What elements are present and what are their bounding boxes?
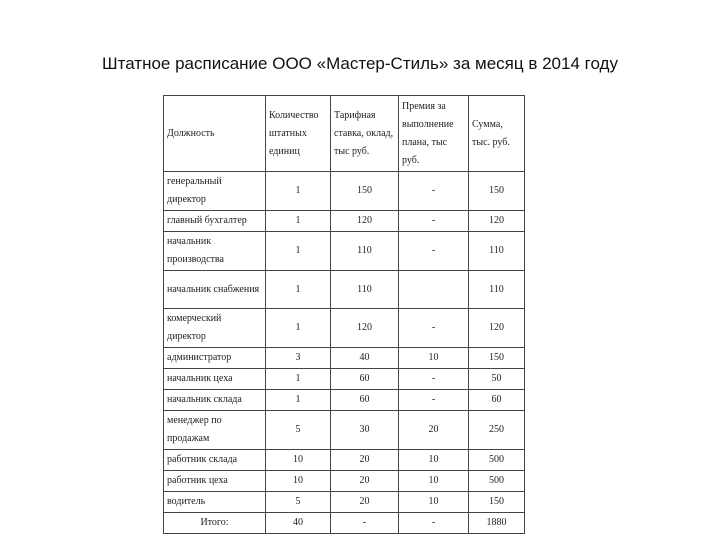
cell-position: работник склада [164, 450, 266, 471]
cell-position: начальник цеха [164, 369, 266, 390]
cell-headcount: 10 [266, 471, 331, 492]
cell-sum: 50 [469, 369, 525, 390]
cell-sum: 150 [469, 492, 525, 513]
table-row [164, 390, 525, 411]
cell-position: менеджер по продажам [164, 411, 266, 450]
cell-bonus: 10 [399, 348, 469, 369]
cell-sum: 150 [469, 172, 525, 211]
table-row [164, 211, 525, 232]
cell-position: начальник производства [164, 232, 266, 271]
cell-sum: 150 [469, 348, 525, 369]
cell-bonus: - [399, 309, 469, 348]
cell-headcount: 5 [266, 411, 331, 450]
cell-bonus: 10 [399, 450, 469, 471]
header-row [164, 96, 525, 172]
cell-bonus: - [399, 369, 469, 390]
table-row [164, 309, 525, 348]
table-row [164, 348, 525, 369]
cell-bonus: - [399, 211, 469, 232]
total-sum: 1880 [469, 513, 525, 534]
header-headcount: Количество штатных единиц [266, 96, 331, 172]
cell-bonus: - [399, 232, 469, 271]
cell-sum: 60 [469, 390, 525, 411]
cell-rate: 120 [331, 309, 399, 348]
table-row [164, 411, 525, 450]
cell-rate: 20 [331, 450, 399, 471]
total-row [164, 513, 525, 534]
total-bonus: - [399, 513, 469, 534]
cell-sum: 110 [469, 232, 525, 271]
cell-headcount: 1 [266, 390, 331, 411]
cell-sum: 500 [469, 471, 525, 492]
cell-bonus: 10 [399, 492, 469, 513]
cell-bonus: 20 [399, 411, 469, 450]
cell-headcount: 1 [266, 369, 331, 390]
header-tariff-rate: Тарифная ставка, оклад, тыс руб. [331, 96, 399, 172]
cell-position: работник цеха [164, 471, 266, 492]
cell-bonus [399, 271, 469, 309]
slide-title: Штатное расписание ООО «Мастер-Стиль» за месяц в 2014 году [102, 54, 618, 73]
cell-rate: 110 [331, 232, 399, 271]
staffing-table [163, 95, 525, 534]
cell-rate: 20 [331, 471, 399, 492]
cell-sum: 120 [469, 309, 525, 348]
table-row [164, 369, 525, 390]
cell-position: водитель [164, 492, 266, 513]
cell-rate: 150 [331, 172, 399, 211]
cell-position: главный бухгалтер [164, 211, 266, 232]
cell-rate: 120 [331, 211, 399, 232]
cell-rate: 110 [331, 271, 399, 309]
header-sum: Сумма, тыс. руб. [469, 96, 525, 172]
cell-position: начальник склада [164, 390, 266, 411]
cell-headcount: 3 [266, 348, 331, 369]
table-row [164, 232, 525, 271]
cell-bonus: - [399, 172, 469, 211]
cell-headcount: 1 [266, 271, 331, 309]
cell-sum: 500 [469, 450, 525, 471]
table-row [164, 471, 525, 492]
cell-rate: 40 [331, 348, 399, 369]
total-label: Итого: [164, 513, 266, 534]
cell-rate: 20 [331, 492, 399, 513]
cell-sum: 120 [469, 211, 525, 232]
header-position: Должность [164, 96, 266, 172]
cell-rate: 30 [331, 411, 399, 450]
total-rate: - [331, 513, 399, 534]
cell-headcount: 1 [266, 211, 331, 232]
cell-headcount: 1 [266, 309, 331, 348]
header-bonus: Премия за выполнение плана, тыс руб. [399, 96, 469, 172]
cell-position: генеральный директор [164, 172, 266, 211]
cell-rate: 60 [331, 369, 399, 390]
table-row [164, 492, 525, 513]
table-row [164, 450, 525, 471]
cell-position: комерческий директор [164, 309, 266, 348]
cell-bonus: - [399, 390, 469, 411]
cell-bonus: 10 [399, 471, 469, 492]
cell-headcount: 1 [266, 232, 331, 271]
total-headcount: 40 [266, 513, 331, 534]
cell-rate: 60 [331, 390, 399, 411]
cell-position: начальник снабжения [164, 271, 266, 309]
cell-sum: 110 [469, 271, 525, 309]
cell-position: администратор [164, 348, 266, 369]
table-row [164, 271, 525, 309]
cell-headcount: 10 [266, 450, 331, 471]
table-row [164, 172, 525, 211]
cell-sum: 250 [469, 411, 525, 450]
cell-headcount: 1 [266, 172, 331, 211]
cell-headcount: 5 [266, 492, 331, 513]
